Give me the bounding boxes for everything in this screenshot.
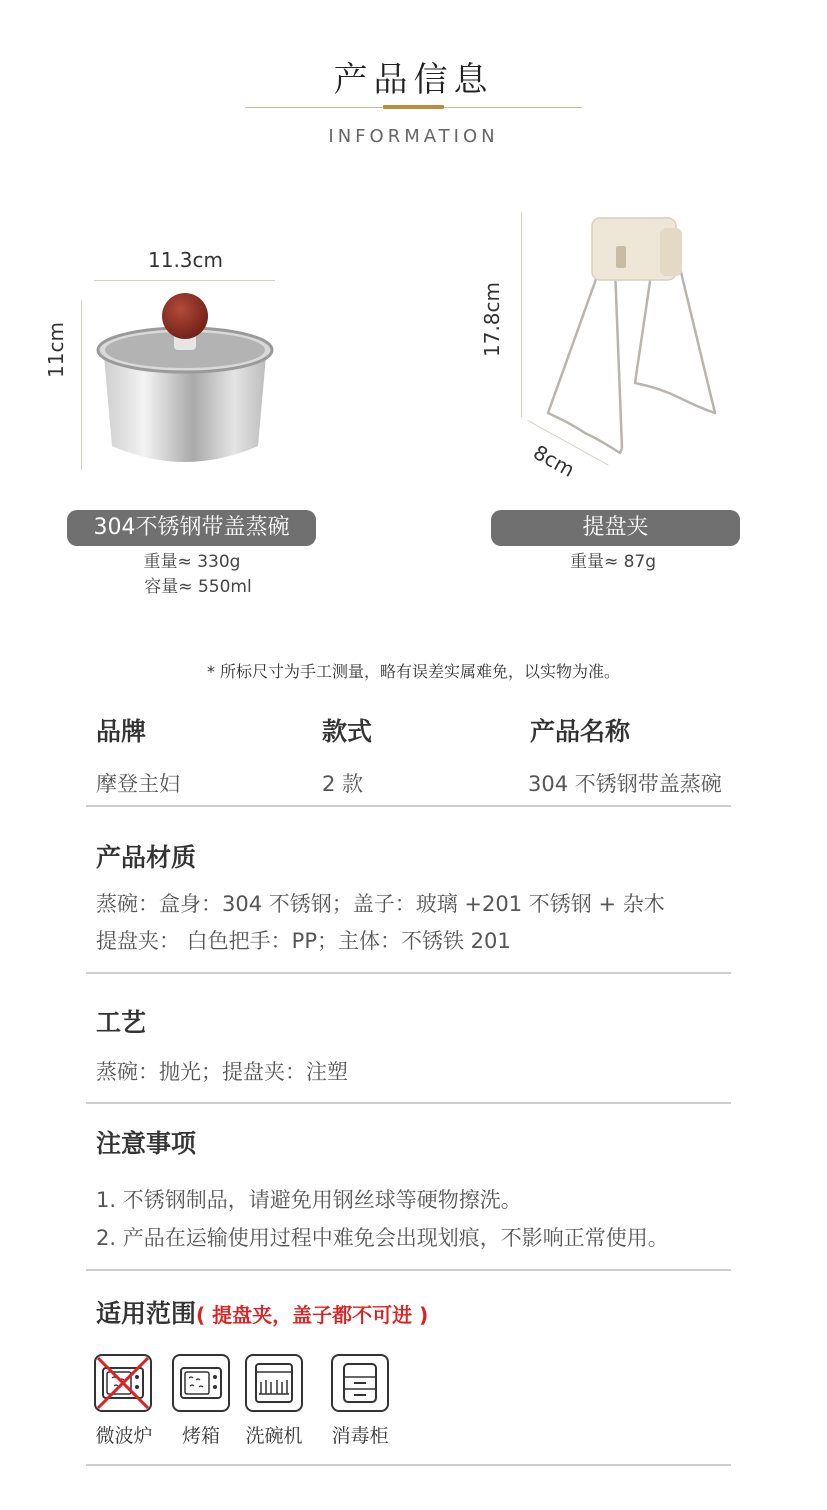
scope-warning: ( 提盘夹，盖子都不可进 )	[196, 1303, 429, 1327]
product-tag-clip: 提盘夹	[491, 510, 740, 546]
divider	[86, 1464, 731, 1466]
bowl-width-line	[94, 280, 275, 281]
scope-heading: 适用范围	[96, 1299, 197, 1328]
header-brand: 品牌	[96, 717, 147, 746]
notice-line-2: 2. 产品在运输使用过程中难免会出现划痕，不影响正常使用。	[96, 1226, 669, 1250]
divider	[86, 1269, 731, 1271]
divider	[86, 972, 731, 974]
value-brand: 摩登主妇	[96, 772, 180, 796]
divider	[86, 1102, 731, 1104]
material-line-1: 蒸碗：盒身：304 不锈钢；盖子：玻璃 +201 不锈钢 + 杂木	[96, 892, 665, 916]
measurement-note: * 所标尺寸为手工测量，略有误差实属难免，以实物为准。	[206, 662, 621, 681]
craft-line-1: 蒸碗：抛光；提盘夹：注塑	[96, 1060, 348, 1084]
bowl-width-label: 11.3cm	[148, 248, 224, 272]
microwave-label: 微波炉	[95, 1425, 153, 1447]
steaming-bowl-image	[90, 288, 280, 478]
microwave-icon	[94, 1354, 152, 1412]
oven-label: 烤箱	[181, 1425, 220, 1447]
header-style: 款式	[322, 717, 373, 746]
title-accent-bar	[383, 105, 444, 109]
bowl-volume: 容量≈ 550ml	[144, 577, 252, 597]
bowl-weight: 重量≈ 330g	[143, 552, 241, 572]
oven-icon	[172, 1354, 230, 1412]
page-subtitle: INFORMATION	[328, 126, 499, 147]
dishwasher-icon	[245, 1354, 303, 1412]
notice-line-1: 1. 不锈钢制品，请避免用钢丝球等硬物擦洗。	[96, 1188, 522, 1212]
product-tag-bowl: 304不锈钢带盖蒸碗	[67, 510, 316, 546]
craft-heading: 工艺	[96, 1008, 147, 1037]
sterilizer-cabinet-label: 消毒柜	[331, 1425, 389, 1447]
page-title: 产品信息	[333, 60, 494, 100]
clip-height-line	[521, 212, 522, 417]
header-product-name: 产品名称	[530, 717, 631, 746]
divider	[86, 805, 731, 807]
notice-heading: 注意事项	[96, 1129, 197, 1158]
material-heading: 产品材质	[96, 843, 197, 872]
value-product-name: 304 不锈钢带盖蒸碗	[528, 772, 722, 796]
material-line-2: 提盘夹： 白色把手：PP；主体：不锈铁 201	[96, 929, 511, 953]
scope-heading-row	[96, 1294, 428, 1330]
clip-height-label: 17.8cm	[480, 281, 504, 357]
clip-weight: 重量≈ 87g	[569, 552, 657, 572]
clip-depth-label: 8cm	[529, 440, 579, 482]
bowl-height-line	[81, 300, 82, 470]
dishwasher-label: 洗碗机	[245, 1425, 303, 1447]
bowl-height-label: 11cm	[44, 322, 68, 378]
value-style: 2 款	[322, 772, 364, 796]
sterilizer-cabinet-icon	[331, 1354, 389, 1412]
plate-clip-image	[540, 208, 740, 458]
